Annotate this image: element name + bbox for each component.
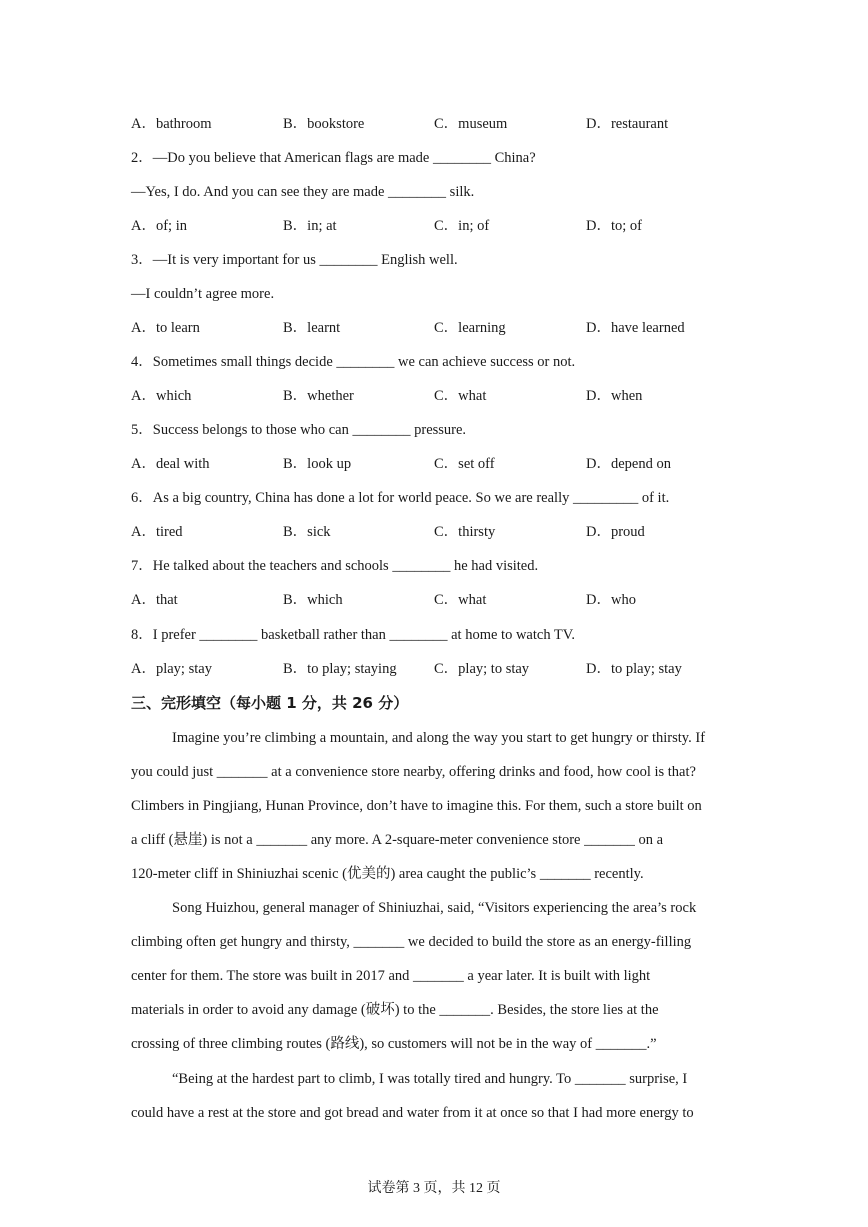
passage-p1-line4: a cliff (悬崖) is not a _______ any more. A 2-square-meter convenience store _______ on a bbox=[131, 832, 664, 848]
q4-stem: 4．Sometimes small things decide ________ we can achieve success or not. bbox=[131, 354, 576, 370]
q1-option-a: A．bathroom bbox=[131, 116, 212, 132]
passage-p1-line5: 120-meter cliff in Shiniuzhai scenic (优美的) area caught the public’s _______ recently. bbox=[131, 866, 644, 882]
q8-option-c: C．play; to stay bbox=[434, 661, 530, 677]
q2-option-b: B．in; at bbox=[283, 218, 337, 234]
passage-p3-line2: could have a rest at the store and got bread and water from it at once so that I had more energy to bbox=[131, 1105, 694, 1121]
q3-option-a: A．to learn bbox=[131, 320, 200, 336]
passage-p2-line1: Song Huizhou, general manager of Shiniuzhai, said, “Visitors experiencing the area’s rock bbox=[172, 900, 697, 916]
q7-option-b: B．which bbox=[283, 592, 343, 608]
q6-stem: 6．As a big country, China has done a lot for world peace. So we are really _________ of it. bbox=[131, 490, 670, 506]
passage-p2-line2: climbing often get hungry and thirsty, _______ we decided to build the store as an energy-filling bbox=[131, 934, 692, 950]
passage-p1-line2: you could just _______ at a convenience store nearby, offering drinks and food, how cool is that? bbox=[131, 764, 696, 780]
q5-stem: 5．Success belongs to those who can ________ pressure. bbox=[131, 422, 467, 438]
passage-p1-line1: Imagine you’re climbing a mountain, and along the way you start to get hungry or thirsty. If bbox=[172, 730, 706, 746]
q3-stem-line1: 3．—It is very important for us ________ English well. bbox=[131, 252, 458, 268]
q4-option-d: D．when bbox=[586, 388, 643, 404]
q1-option-b: B．bookstore bbox=[283, 116, 365, 132]
passage-p2-line3: center for them. The store was built in 2017 and _______ a year later. It is built with light bbox=[131, 968, 651, 984]
q2-option-a: A．of; in bbox=[131, 218, 187, 234]
q5-option-d: D．depend on bbox=[586, 456, 671, 472]
section-heading-cloze: 三、完形填空（每小题 1 分，共 26 分） bbox=[131, 694, 409, 712]
q8-option-d: D．to play; stay bbox=[586, 661, 682, 677]
q6-option-b: B．sick bbox=[283, 524, 331, 540]
q6-option-c: C．thirsty bbox=[434, 524, 496, 540]
q4-option-b: B．whether bbox=[283, 388, 354, 404]
page-footer: 试卷第 3 页，共 12 页 bbox=[367, 1181, 501, 1196]
passage-p3-line1: “Being at the hardest part to climb, I was totally tired and hungry. To _______ surprise, I bbox=[172, 1071, 688, 1087]
q3-option-d: D．have learned bbox=[586, 320, 685, 336]
q6-option-d: D．proud bbox=[586, 524, 645, 540]
q7-option-d: D．who bbox=[586, 592, 636, 608]
q4-option-c: C．what bbox=[434, 388, 487, 404]
q3-stem-line2: —I couldn’t agree more. bbox=[131, 286, 275, 302]
q5-option-b: B．look up bbox=[283, 456, 352, 472]
passage-p1-line3: Climbers in Pingjiang, Hunan Province, don’t have to imagine this. For them, such a store built on bbox=[131, 798, 702, 814]
q4-option-a: A．which bbox=[131, 388, 192, 404]
q5-option-c: C．set off bbox=[434, 456, 495, 472]
q8-option-b: B．to play; staying bbox=[283, 661, 397, 677]
q8-stem: 8．I prefer ________ basketball rather than ________ at home to watch TV. bbox=[131, 627, 576, 643]
q7-stem: 7．He talked about the teachers and schools ________ he had visited. bbox=[131, 558, 539, 574]
q3-option-b: B．learnt bbox=[283, 320, 341, 336]
q1-option-c: C．museum bbox=[434, 116, 508, 132]
q8-option-a: A．play; stay bbox=[131, 661, 212, 677]
q5-option-a: A．deal with bbox=[131, 456, 210, 472]
q7-option-a: A．that bbox=[131, 592, 178, 608]
q3-option-c: C．learning bbox=[434, 320, 506, 336]
passage-p2-line5: crossing of three climbing routes (路线), so customers will not be in the way of _______.” bbox=[131, 1036, 657, 1052]
q2-stem-line2: —Yes, I do. And you can see they are made ________ silk. bbox=[131, 184, 475, 200]
q2-option-c: C．in; of bbox=[434, 218, 490, 234]
q2-option-d: D．to; of bbox=[586, 218, 642, 234]
q1-option-d: D．restaurant bbox=[586, 116, 669, 132]
passage-p2-line4: materials in order to avoid any damage (破坏) to the _______. Besides, the store lies at the bbox=[131, 1002, 659, 1018]
q6-option-a: A．tired bbox=[131, 524, 183, 540]
q2-stem-line1: 2．—Do you believe that American flags are made ________ China? bbox=[131, 150, 536, 166]
q7-option-c: C．what bbox=[434, 592, 487, 608]
